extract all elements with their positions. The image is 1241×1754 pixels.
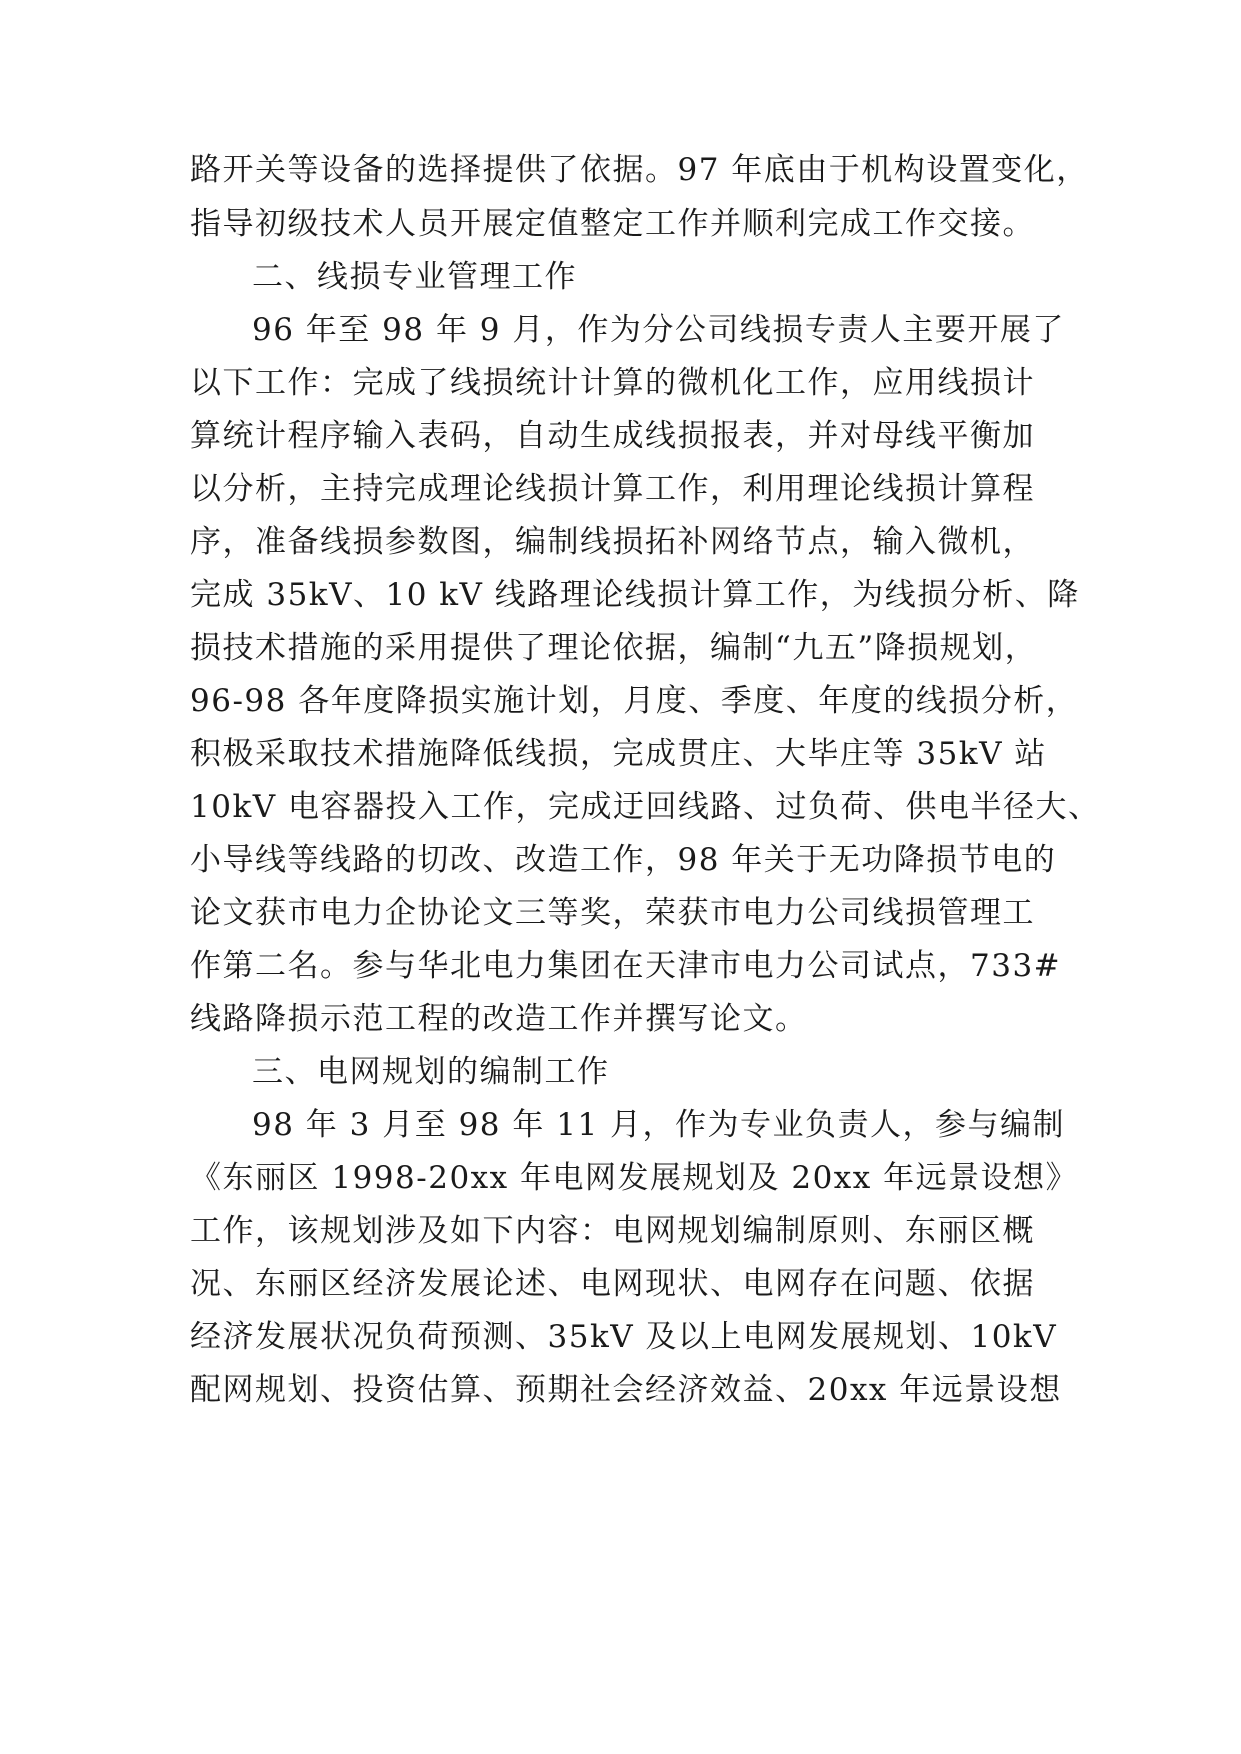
text-line: 线路降损示范工程的改造工作并撰写论文。 — [190, 1001, 808, 1037]
text-line: 98 年 3 月至 98 年 11 月，作为专业负责人，参与编制 — [252, 1107, 1066, 1143]
text-line: 完成 35kV、10 kV 线路理论线损计算工作，为线损分析、降 — [190, 577, 1080, 613]
text-line: 积极采取技术措施降低线损，完成贯庄、大毕庄等 35kV 站 — [190, 736, 1047, 772]
text-line: 96 年至 98 年 9 月，作为分公司线损专责人主要开展了 — [252, 312, 1065, 348]
text-line: 《东丽区 1998-20xx 年电网发展规划及 20xx 年远景设想》 — [190, 1160, 1079, 1196]
text-line: 路开关等设备的选择提供了依据。97 年底由于机构设置变化， — [190, 152, 1089, 188]
text-line: 况、东丽区经济发展论述、电网现状、电网存在问题、依据 — [190, 1266, 1035, 1302]
text-line: 以分析，主持完成理论线损计算工作，利用理论线损计算程 — [190, 471, 1035, 507]
text-line: 作第二名。参与华北电力集团在天津市电力公司试点，733# — [190, 948, 1062, 984]
text-line: 算统计程序输入表码，自动生成线损报表，并对母线平衡加 — [190, 418, 1035, 454]
text-line: 经济发展状况负荷预测、35kV 及以上电网发展规划、10kV — [190, 1319, 1058, 1355]
text-line: 配网规划、投资估算、预期社会经济效益、20xx 年远景设想 — [190, 1372, 1062, 1408]
text-line: 论文获市电力企协论文三等奖，荣获市电力公司线损管理工 — [190, 895, 1035, 931]
text-line: 小导线等线路的切改、改造工作，98 年关于无功降损节电的 — [190, 842, 1057, 878]
text-line: 以下工作：完成了线损统计计算的微机化工作，应用线损计 — [190, 365, 1035, 401]
text-line: 损技术措施的采用提供了理论依据，编制“九五”降损规划， — [190, 630, 1038, 666]
text-line: 指导初级技术人员开展定值整定工作并顺利完成工作交接。 — [190, 206, 1035, 242]
text-line: 序，准备线损参数图，编制线损拓补网络节点，输入微机， — [190, 524, 1035, 560]
text-line: 10kV 电容器投入工作，完成迂回线路、过负荷、供电半径大、 — [190, 789, 1101, 825]
text-line: 工作，该规划涉及如下内容：电网规划编制原则、东丽区概 — [190, 1213, 1035, 1249]
text-line: 96-98 各年度降损实施计划，月度、季度、年度的线损分析， — [190, 683, 1079, 719]
section-heading: 三、电网规划的编制工作 — [252, 1054, 610, 1090]
section-heading: 二、线损专业管理工作 — [252, 259, 577, 295]
